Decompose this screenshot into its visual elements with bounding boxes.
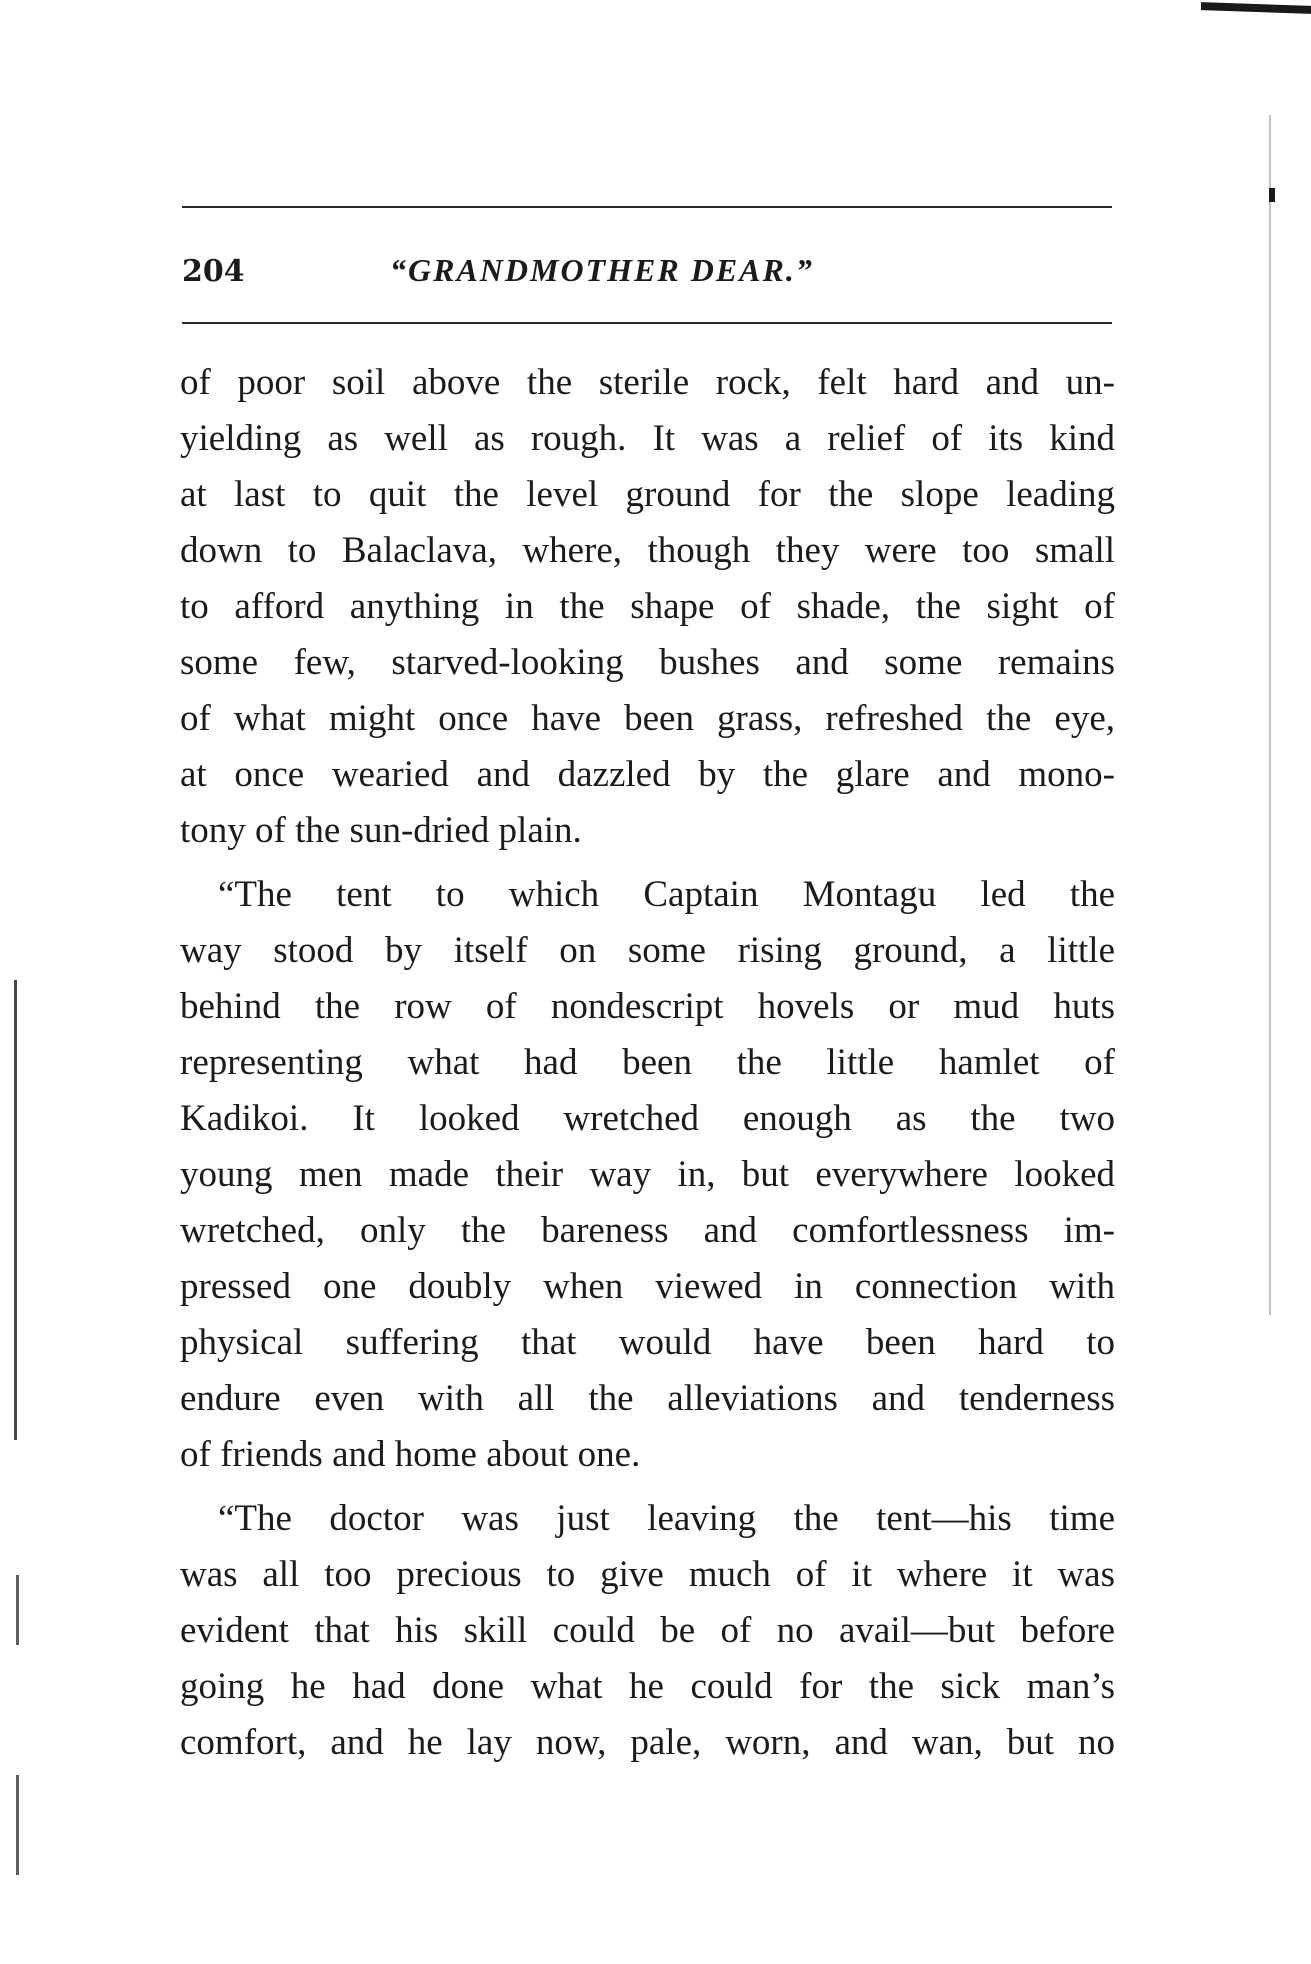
text-line: evident that his skill could be of no avail—but before	[180, 1610, 1115, 1651]
header-rule-top	[182, 206, 1112, 208]
paragraph	[180, 1491, 1115, 1771]
text-line: representing what had been the little hamlet of	[180, 1042, 1115, 1083]
text-line: Kadikoi. It looked wretched enough as the two	[180, 1098, 1115, 1139]
text-line: yielding as well as rough. It was a relief of its kind	[180, 418, 1115, 459]
text-line: endure even with all the alleviations and tenderness	[180, 1378, 1115, 1419]
page-number: 204	[182, 254, 245, 289]
text-line: of poor soil above the sterile rock, felt hard and un-	[180, 362, 1115, 403]
header-rule-bottom	[182, 322, 1112, 324]
text-line: way stood by itself on some rising ground, a little	[180, 930, 1115, 971]
text-line: going he had done what he could for the sick man’s	[180, 1666, 1115, 1707]
text-line: to afford anything in the shape of shade, the sight of	[180, 586, 1115, 627]
scan-edge-mark	[1269, 188, 1275, 202]
body-text	[180, 355, 1115, 1771]
paragraph	[180, 867, 1115, 1483]
scan-edge-mark	[16, 1775, 19, 1875]
text-line: behind the row of nondescript hovels or mud huts	[180, 986, 1115, 1027]
running-head: “GRANDMOTHER DEAR.”	[390, 252, 814, 288]
text-line: “The tent to which Captain Montagu led the	[218, 874, 1115, 915]
scan-edge-mark	[16, 1575, 19, 1645]
text-line: at once wearied and dazzled by the glare and mono-	[180, 754, 1115, 795]
text-line: of friends and home about one.	[180, 1434, 641, 1475]
scan-edge-mark	[1269, 115, 1271, 1315]
text-line: pressed one doubly when viewed in connection with	[180, 1266, 1115, 1307]
text-line: was all too precious to give much of it where it was	[180, 1554, 1115, 1595]
text-line: of what might once have been grass, refreshed the eye,	[180, 698, 1115, 739]
text-line: physical suffering that would have been hard to	[180, 1322, 1115, 1363]
paragraph	[180, 355, 1115, 859]
text-line: tony of the sun-dried plain.	[180, 810, 582, 851]
text-line: some few, starved-looking bushes and some remains	[180, 642, 1115, 683]
scan-edge-mark	[1201, 2, 1311, 14]
text-line: comfort, and he lay now, pale, worn, and wan, but no	[180, 1722, 1115, 1763]
text-line: “The doctor was just leaving the tent—his time	[218, 1498, 1115, 1539]
scan-edge-mark	[14, 980, 17, 1440]
text-line: down to Balaclava, where, though they were too small	[180, 530, 1115, 571]
text-line: at last to quit the level ground for the slope leading	[180, 474, 1115, 515]
text-line: young men made their way in, but everywhere looked	[180, 1154, 1115, 1195]
text-line: wretched, only the bareness and comfortlessness im-	[180, 1210, 1115, 1251]
